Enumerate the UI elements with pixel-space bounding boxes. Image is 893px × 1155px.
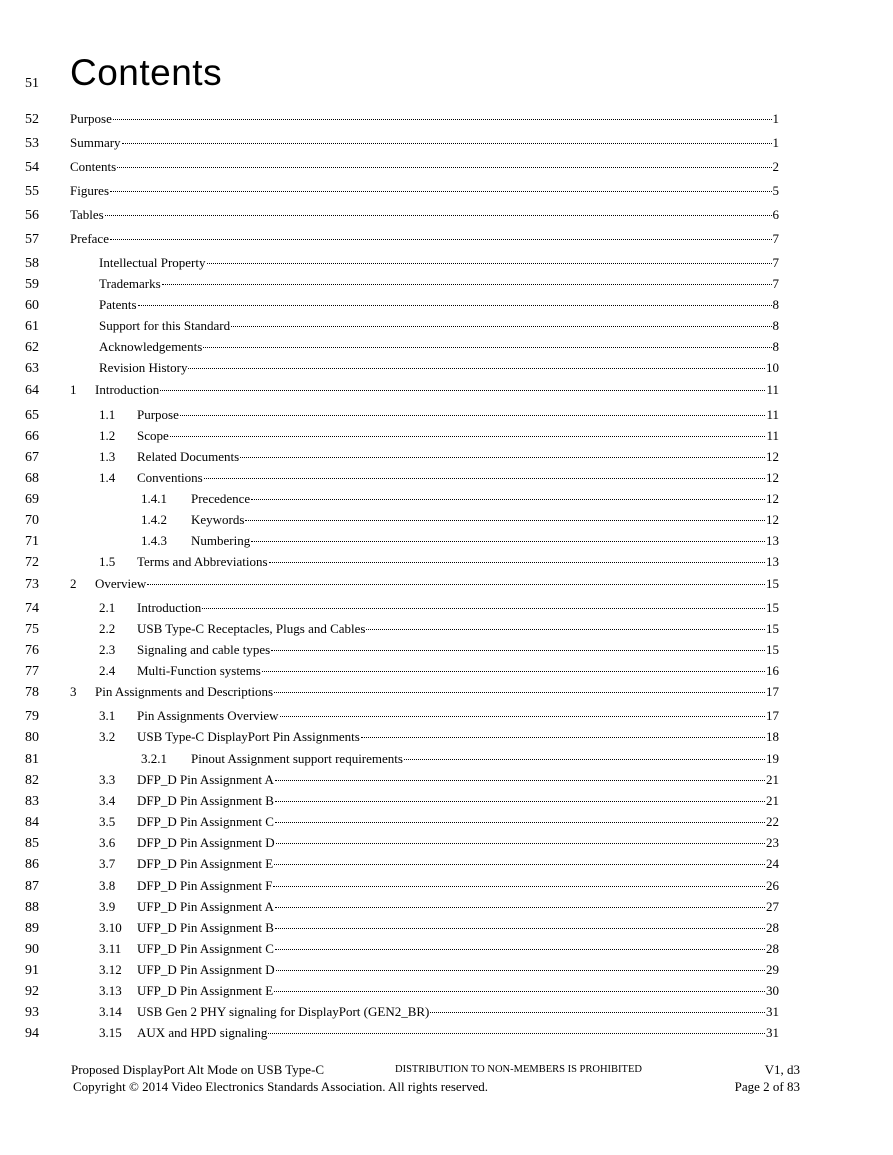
toc-entry-title: Support for this Standard — [99, 318, 231, 333]
line-number: 93 — [25, 1005, 39, 1020]
dot-leader — [113, 119, 772, 120]
toc-page-number: 17 — [766, 684, 779, 699]
page-footer — [0, 1058, 893, 1098]
toc-entry[interactable] — [99, 621, 779, 637]
toc-row — [0, 684, 893, 704]
toc-entry[interactable] — [99, 729, 779, 745]
footer-distribution-notice: DISTRIBUTION TO NON-MEMBERS IS PROHIBITED — [395, 1064, 642, 1075]
toc-entry-title: Purpose — [137, 407, 179, 422]
toc-page-number: 15 — [766, 642, 779, 657]
dot-leader — [268, 1033, 765, 1034]
toc-entry-title: Figures — [70, 183, 109, 198]
toc-entry-title: USB Type-C DisplayPort Pin Assignments — [137, 729, 360, 744]
toc-row — [0, 576, 893, 596]
toc-section-number: 3.7 — [99, 856, 116, 871]
line-number: 87 — [25, 879, 39, 894]
line-number: 75 — [25, 622, 39, 637]
dot-leader — [170, 436, 766, 437]
toc-entry[interactable] — [99, 920, 779, 936]
toc-section-number: 3.10 — [99, 920, 122, 935]
dot-leader — [117, 167, 771, 168]
toc-entry[interactable] — [99, 255, 779, 271]
toc-page-number: 10 — [766, 360, 779, 375]
toc-page-number: 11 — [766, 407, 779, 422]
line-number: 67 — [25, 450, 39, 465]
toc-row — [0, 491, 893, 511]
dot-leader — [275, 928, 765, 929]
toc-entry-title: Patents — [99, 297, 137, 312]
toc-row — [0, 920, 893, 940]
toc-section-number: 1.4.3 — [141, 533, 167, 548]
toc-entry[interactable] — [99, 793, 779, 809]
toc-row — [0, 835, 893, 855]
toc-entry[interactable] — [141, 533, 779, 549]
toc-entry[interactable] — [99, 1004, 779, 1020]
dot-leader — [251, 541, 765, 542]
toc-row — [0, 899, 893, 919]
toc-page-number: 29 — [766, 962, 779, 977]
toc-page-number: 12 — [766, 470, 779, 485]
line-number: 77 — [25, 664, 39, 679]
toc-row — [0, 708, 893, 728]
toc-section-number: 1.1 — [99, 407, 116, 422]
toc-row — [0, 512, 893, 532]
toc-page-number: 8 — [772, 297, 779, 312]
dot-leader — [203, 347, 771, 348]
toc-entry[interactable] — [141, 751, 779, 767]
toc-entry-title: Multi-Function systems — [137, 663, 261, 678]
toc-page-number: 13 — [766, 554, 779, 569]
toc-entry-title: Trademarks — [99, 276, 161, 291]
toc-entry[interactable] — [99, 814, 779, 830]
toc-entry[interactable] — [99, 878, 779, 894]
toc-entry[interactable] — [99, 835, 779, 851]
toc-entry-title: UFP_D Pin Assignment A — [137, 899, 274, 914]
toc-row — [0, 407, 893, 427]
dot-leader — [180, 415, 766, 416]
line-number: 88 — [25, 900, 39, 915]
toc-section-number: 1.2 — [99, 428, 116, 443]
line-number: 72 — [25, 555, 39, 570]
dot-leader — [188, 368, 765, 369]
toc-page-number: 26 — [766, 878, 779, 893]
toc-page-number: 8 — [772, 318, 779, 333]
toc-row — [0, 360, 893, 380]
dot-leader — [274, 991, 765, 992]
toc-entry[interactable] — [141, 512, 779, 528]
toc-entry-title: Pin Assignments Overview — [137, 708, 279, 723]
toc-row — [0, 135, 893, 155]
footer-copyright: Copyright © 2014 Video Electronics Standards Association. All rights reserved. — [73, 1079, 489, 1094]
toc-row — [0, 339, 893, 359]
toc-entry[interactable] — [99, 407, 779, 423]
toc-section-number: 3.4 — [99, 793, 116, 808]
toc-entry[interactable] — [99, 962, 779, 978]
toc-entry-title: Keywords — [191, 512, 245, 527]
line-number: 58 — [25, 256, 39, 271]
line-number: 92 — [25, 984, 39, 999]
toc-page-number: 30 — [766, 983, 779, 998]
toc-row — [0, 1025, 893, 1045]
toc-row — [0, 983, 893, 1003]
toc-page-number: 7 — [772, 231, 779, 246]
dot-leader — [430, 1012, 765, 1013]
toc-entry-title: Overview — [95, 576, 147, 591]
toc-section-number: 3.14 — [99, 1004, 122, 1019]
line-number: 85 — [25, 836, 39, 851]
toc-entry[interactable] — [99, 554, 779, 570]
line-number: 78 — [25, 685, 39, 700]
toc-entry-title: UFP_D Pin Assignment B — [137, 920, 274, 935]
toc-page-number: 12 — [766, 512, 779, 527]
toc-page-number: 31 — [766, 1025, 779, 1040]
dot-leader — [262, 671, 765, 672]
footer-version: V1, d3 — [764, 1062, 800, 1077]
dot-leader — [276, 843, 765, 844]
dot-leader — [207, 263, 772, 264]
toc-row — [0, 814, 893, 834]
line-number: 62 — [25, 340, 39, 355]
toc-row — [0, 600, 893, 620]
toc-entry[interactable] — [99, 899, 779, 915]
toc-entry-title: Intellectual Property — [99, 255, 206, 270]
dot-leader — [280, 716, 765, 717]
toc-entry[interactable] — [99, 642, 779, 658]
toc-row — [0, 428, 893, 448]
toc-page-number: 24 — [766, 856, 779, 871]
toc-page-number: 8 — [772, 339, 779, 354]
toc-entry[interactable] — [99, 856, 779, 872]
toc-page-number: 28 — [766, 920, 779, 935]
toc-entry-title: Signaling and cable types — [137, 642, 271, 657]
toc-entry-title: UFP_D Pin Assignment E — [137, 983, 274, 998]
toc-row — [0, 276, 893, 296]
toc-row — [0, 318, 893, 338]
dot-leader — [274, 864, 765, 865]
toc-entry-title: DFP_D Pin Assignment E — [137, 856, 274, 871]
toc-entry[interactable] — [99, 318, 779, 334]
line-number: 64 — [25, 383, 39, 398]
footer-page-number: Page 2 of 83 — [734, 1079, 800, 1094]
dot-leader — [162, 284, 772, 285]
toc-entry-title: Introduction — [95, 382, 160, 397]
toc-row — [0, 751, 893, 771]
toc-page-number: 15 — [766, 576, 779, 591]
toc-section-number: 3.2 — [99, 729, 116, 744]
toc-entry[interactable] — [99, 360, 779, 376]
toc-entry-title: Precedence — [191, 491, 251, 506]
toc-page-number: 19 — [766, 751, 779, 766]
toc-row — [0, 878, 893, 898]
toc-section-number: 3 — [70, 684, 77, 699]
dot-leader — [251, 499, 765, 500]
toc-section-number: 2 — [70, 576, 77, 591]
toc-section-number: 3.3 — [99, 772, 116, 787]
toc-entry-title: AUX and HPD signaling — [137, 1025, 268, 1040]
toc-entry[interactable] — [99, 983, 779, 999]
dot-leader — [404, 759, 765, 760]
toc-section-number: 3.11 — [99, 941, 122, 956]
dot-leader — [366, 629, 765, 630]
toc-page-number: 31 — [766, 1004, 779, 1019]
dot-leader — [275, 801, 765, 802]
dot-leader — [275, 949, 765, 950]
line-number: 52 — [25, 112, 39, 127]
toc-entry-title: Acknowledgements — [99, 339, 203, 354]
toc-section-number: 3.12 — [99, 962, 122, 977]
toc-entry[interactable] — [70, 231, 779, 247]
dot-leader — [274, 692, 765, 693]
toc-entry-title: Scope — [137, 428, 169, 443]
toc-entry-title: Summary — [70, 135, 121, 150]
toc-section-number: 1.4.1 — [141, 491, 167, 506]
toc-row — [0, 663, 893, 683]
line-number: 90 — [25, 942, 39, 957]
toc-entry-title: DFP_D Pin Assignment C — [137, 814, 274, 829]
dot-leader — [275, 907, 765, 908]
line-number: 83 — [25, 794, 39, 809]
toc-section-number: 3.1 — [99, 708, 116, 723]
dot-leader — [202, 608, 765, 609]
dot-leader — [269, 562, 765, 563]
toc-section-number: 3.13 — [99, 983, 122, 998]
footer-document-title: Proposed DisplayPort Alt Mode on USB Type-C — [71, 1062, 325, 1077]
toc-row — [0, 449, 893, 469]
dot-leader — [245, 520, 765, 521]
line-number: 84 — [25, 815, 39, 830]
line-number: 63 — [25, 361, 39, 376]
toc-entry[interactable] — [99, 772, 779, 788]
toc-section-number: 2.4 — [99, 663, 116, 678]
toc-row — [0, 159, 893, 179]
toc-entry-title: Tables — [70, 207, 104, 222]
toc-row — [0, 297, 893, 317]
toc-page-number: 16 — [766, 663, 779, 678]
toc-row — [0, 621, 893, 641]
toc-section-number: 3.5 — [99, 814, 116, 829]
toc-section-number: 1.5 — [99, 554, 116, 569]
dot-leader — [105, 215, 772, 216]
contents-heading — [0, 52, 893, 102]
toc-entry[interactable] — [99, 297, 779, 313]
toc-section-number: 3.2.1 — [141, 751, 167, 766]
dot-leader — [271, 650, 765, 651]
dot-leader — [138, 305, 772, 306]
toc-entry-title: UFP_D Pin Assignment C — [137, 941, 274, 956]
dot-leader — [276, 970, 765, 971]
dot-leader — [361, 737, 765, 738]
toc-page-number: 1 — [772, 135, 779, 150]
toc-entry-title: Introduction — [137, 600, 202, 615]
toc-page-number: 11 — [766, 428, 779, 443]
toc-section-number: 3.15 — [99, 1025, 122, 1040]
toc-page-number: 2 — [772, 159, 779, 174]
toc-entry-title: DFP_D Pin Assignment F — [137, 878, 273, 893]
toc-row — [0, 382, 893, 402]
toc-row — [0, 793, 893, 813]
toc-page-number: 12 — [766, 449, 779, 464]
toc-entry[interactable] — [99, 708, 779, 724]
toc-row — [0, 554, 893, 574]
toc-entry-title: Related Documents — [137, 449, 240, 464]
line-number: 57 — [25, 232, 39, 247]
toc-entry[interactable] — [99, 1025, 779, 1041]
toc-entry-title: Purpose — [70, 111, 112, 126]
toc-row — [0, 729, 893, 749]
toc-section-number: 1 — [70, 382, 77, 397]
toc-page-number: 7 — [772, 255, 779, 270]
dot-leader — [110, 239, 772, 240]
page-title: Contents — [70, 52, 223, 93]
toc-entry-title: DFP_D Pin Assignment D — [137, 835, 275, 850]
line-number: 94 — [25, 1026, 39, 1041]
toc-entry-title: Revision History — [99, 360, 188, 375]
dot-leader — [204, 478, 765, 479]
dot-leader — [240, 457, 765, 458]
line-number: 79 — [25, 709, 39, 724]
toc-entry-title: Pinout Assignment support requirements — [191, 751, 403, 766]
toc-entry-title: DFP_D Pin Assignment B — [137, 793, 274, 808]
line-number: 81 — [25, 752, 39, 767]
line-number: 61 — [25, 319, 39, 334]
toc-entry[interactable] — [70, 159, 779, 175]
line-number: 60 — [25, 298, 39, 313]
dot-leader — [275, 780, 765, 781]
toc-entry[interactable] — [141, 491, 779, 507]
line-number: 59 — [25, 277, 39, 292]
toc-section-number: 3.8 — [99, 878, 116, 893]
toc-page-number: 17 — [766, 708, 779, 723]
toc-row — [0, 772, 893, 792]
dot-leader — [273, 886, 765, 887]
line-number: 80 — [25, 730, 39, 745]
dot-leader — [122, 143, 772, 144]
toc-row — [0, 207, 893, 227]
line-number: 76 — [25, 643, 39, 658]
line-number: 86 — [25, 857, 39, 872]
toc-row — [0, 183, 893, 203]
toc-section-number: 1.3 — [99, 449, 116, 464]
toc-row — [0, 231, 893, 251]
toc-page-number: 27 — [766, 899, 779, 914]
toc-section-number: 2.1 — [99, 600, 116, 615]
toc-section-number: 3.9 — [99, 899, 116, 914]
toc-entry-title: Terms and Abbreviations — [137, 554, 268, 569]
toc-section-number: 2.3 — [99, 642, 116, 657]
line-number: 68 — [25, 471, 39, 486]
toc-entry-title: Conventions — [137, 470, 203, 485]
toc-entry[interactable] — [99, 428, 779, 444]
line-number: 82 — [25, 773, 39, 788]
line-number: 91 — [25, 963, 39, 978]
toc-entry[interactable] — [99, 449, 779, 465]
dot-leader — [275, 822, 765, 823]
toc-entry-title: USB Gen 2 PHY signaling for DisplayPort (GEN2_BR) — [137, 1004, 430, 1019]
toc-row — [0, 642, 893, 662]
toc-entry[interactable] — [99, 941, 779, 957]
dot-leader — [110, 191, 772, 192]
line-number: 65 — [25, 408, 39, 423]
toc-entry-title: Pin Assignments and Descriptions — [95, 684, 274, 699]
line-number: 73 — [25, 577, 39, 592]
toc-page-number: 28 — [766, 941, 779, 956]
line-number: 56 — [25, 208, 39, 223]
toc-section-number: 3.6 — [99, 835, 116, 850]
toc-entry[interactable] — [99, 339, 779, 355]
toc-entry-title: USB Type-C Receptacles, Plugs and Cables — [137, 621, 366, 636]
toc-entry-title: Preface — [70, 231, 109, 246]
toc-row — [0, 111, 893, 131]
toc-row — [0, 470, 893, 490]
toc-page-number: 1 — [772, 111, 779, 126]
toc-entry[interactable] — [70, 135, 779, 151]
dot-leader — [160, 390, 765, 391]
toc-section-number: 1.4 — [99, 470, 116, 485]
line-number: 53 — [25, 136, 39, 151]
toc-entry[interactable] — [70, 183, 779, 199]
toc-page-number: 6 — [772, 207, 779, 222]
toc-row — [0, 941, 893, 961]
toc-row — [0, 1004, 893, 1024]
toc-entry[interactable] — [70, 111, 779, 127]
line-number: 70 — [25, 513, 39, 528]
dot-leader — [231, 326, 771, 327]
toc-page-number: 21 — [766, 772, 779, 787]
line-number: 54 — [25, 160, 39, 175]
toc-entry[interactable] — [70, 684, 779, 700]
toc-row — [0, 962, 893, 982]
toc-page-number: 7 — [772, 276, 779, 291]
toc-entry-title: UFP_D Pin Assignment D — [137, 962, 275, 977]
toc-section-number: 2.2 — [99, 621, 116, 636]
toc-page-number: 21 — [766, 793, 779, 808]
toc-entry-title: Contents — [70, 159, 117, 174]
toc-section-number: 1.4.2 — [141, 512, 167, 527]
toc-entry-title: Numbering — [191, 533, 251, 548]
toc-page-number: 18 — [766, 729, 779, 744]
toc-entry[interactable] — [70, 576, 779, 592]
toc-page-number: 22 — [766, 814, 779, 829]
toc-page-number: 11 — [766, 382, 779, 397]
toc-row — [0, 856, 893, 876]
toc-entry[interactable] — [99, 663, 779, 679]
line-number: 71 — [25, 534, 39, 549]
toc-page-number: 12 — [766, 491, 779, 506]
toc-row — [0, 255, 893, 275]
line-number: 55 — [25, 184, 39, 199]
line-number: 51 — [25, 76, 39, 91]
toc-page-number: 15 — [766, 621, 779, 636]
toc-entry[interactable] — [99, 470, 779, 486]
toc-page-number: 13 — [766, 533, 779, 548]
toc-entry[interactable] — [99, 600, 779, 616]
toc-page-number: 23 — [766, 835, 779, 850]
toc-page-number: 5 — [772, 183, 779, 198]
toc-page-number: 15 — [766, 600, 779, 615]
line-number: 74 — [25, 601, 39, 616]
line-number: 66 — [25, 429, 39, 444]
toc-entry[interactable] — [70, 382, 779, 398]
toc-entry[interactable] — [70, 207, 779, 223]
toc-row — [0, 533, 893, 553]
dot-leader — [147, 584, 765, 585]
line-number: 89 — [25, 921, 39, 936]
line-number: 69 — [25, 492, 39, 507]
toc-entry-title: DFP_D Pin Assignment A — [137, 772, 274, 787]
toc-entry[interactable] — [99, 276, 779, 292]
